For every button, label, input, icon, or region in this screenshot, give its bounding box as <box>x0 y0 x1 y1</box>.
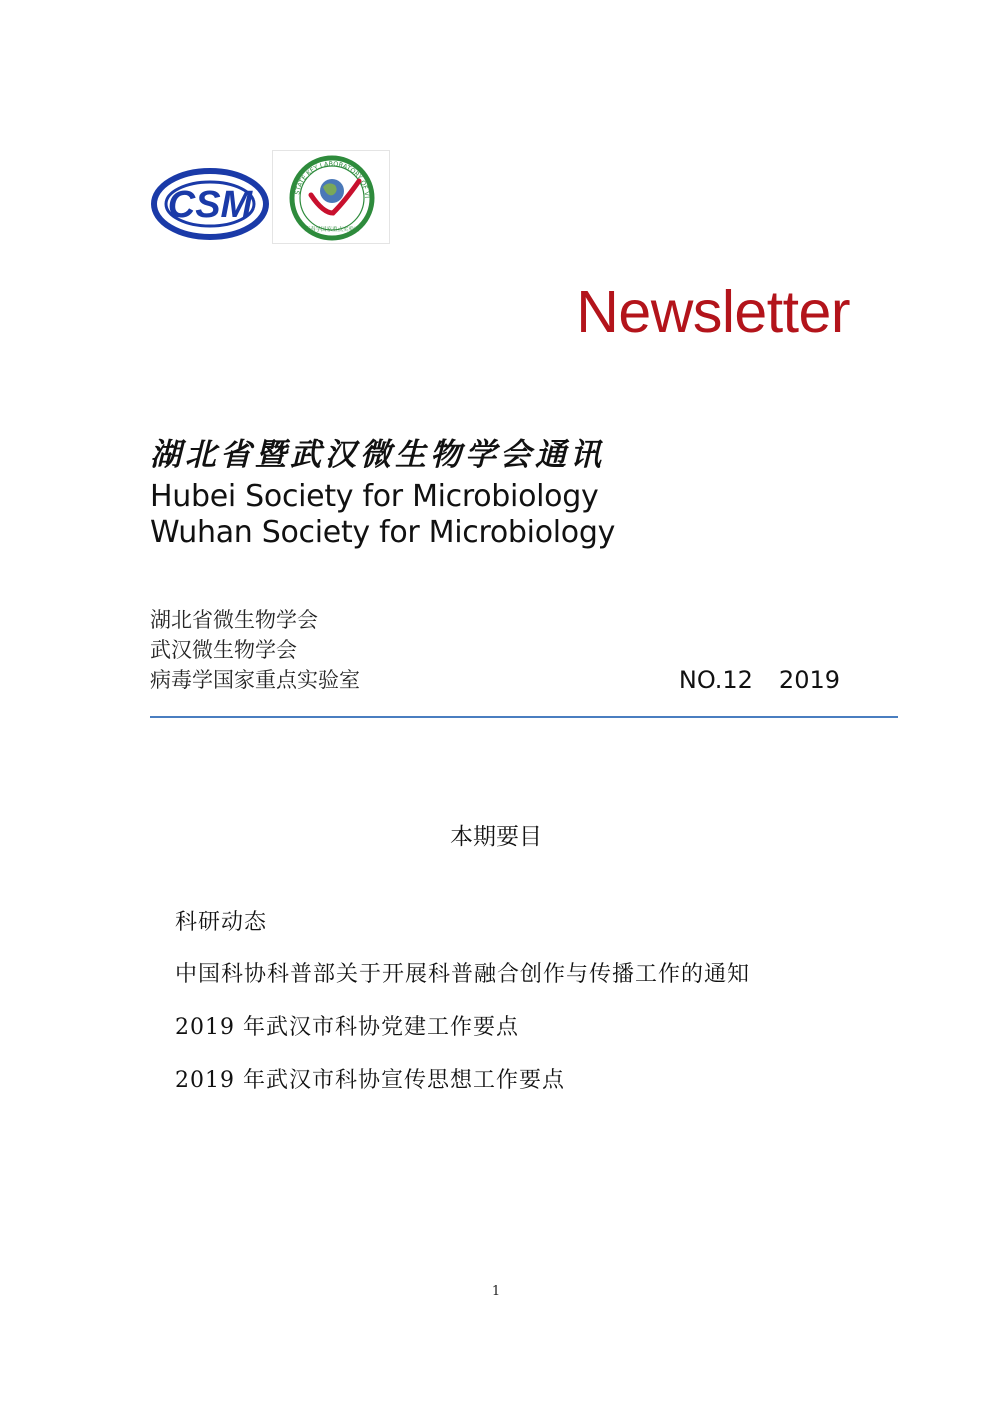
org-wuhan-society: 武汉微生物学会 <box>150 638 297 662</box>
chinese-title: 湖北省暨武汉微生物学会通讯 <box>150 437 605 473</box>
toc-item: 科研动态 <box>175 910 268 935</box>
issue-number: NO.12 <box>678 666 753 694</box>
org-virology-lab: 病毒学国家重点实验室 <box>150 668 360 692</box>
english-title-hubei: Hubei Society for Microbiology <box>150 479 599 514</box>
toc-item: 2019 年武汉市科协宣传思想工作要点 <box>175 1068 565 1093</box>
page-number: 1 <box>491 1284 501 1299</box>
toc-title: 本期要目 <box>450 824 542 850</box>
header-divider <box>150 716 898 718</box>
newsletter-heading: Newsletter <box>576 279 850 345</box>
english-title-wuhan: Wuhan Society for Microbiology <box>150 515 616 550</box>
issue-year: 2019 <box>778 666 840 694</box>
csm-logo <box>150 165 270 243</box>
virology-lab-logo <box>272 150 390 244</box>
lab-ring-text: STATE KEY LABORATORY OF VI <box>293 159 371 199</box>
lab-bottom-text: 病毒学国家重点实验室 <box>304 227 360 233</box>
csm-logo-text: CSM <box>167 184 253 226</box>
issue-info <box>640 666 840 695</box>
toc-item: 2019 年武汉市科协党建工作要点 <box>175 1015 519 1040</box>
org-hubei-society: 湖北省微生物学会 <box>150 608 318 632</box>
toc-item: 中国科协科普部关于开展科普融合创作与传播工作的通知 <box>175 962 751 987</box>
